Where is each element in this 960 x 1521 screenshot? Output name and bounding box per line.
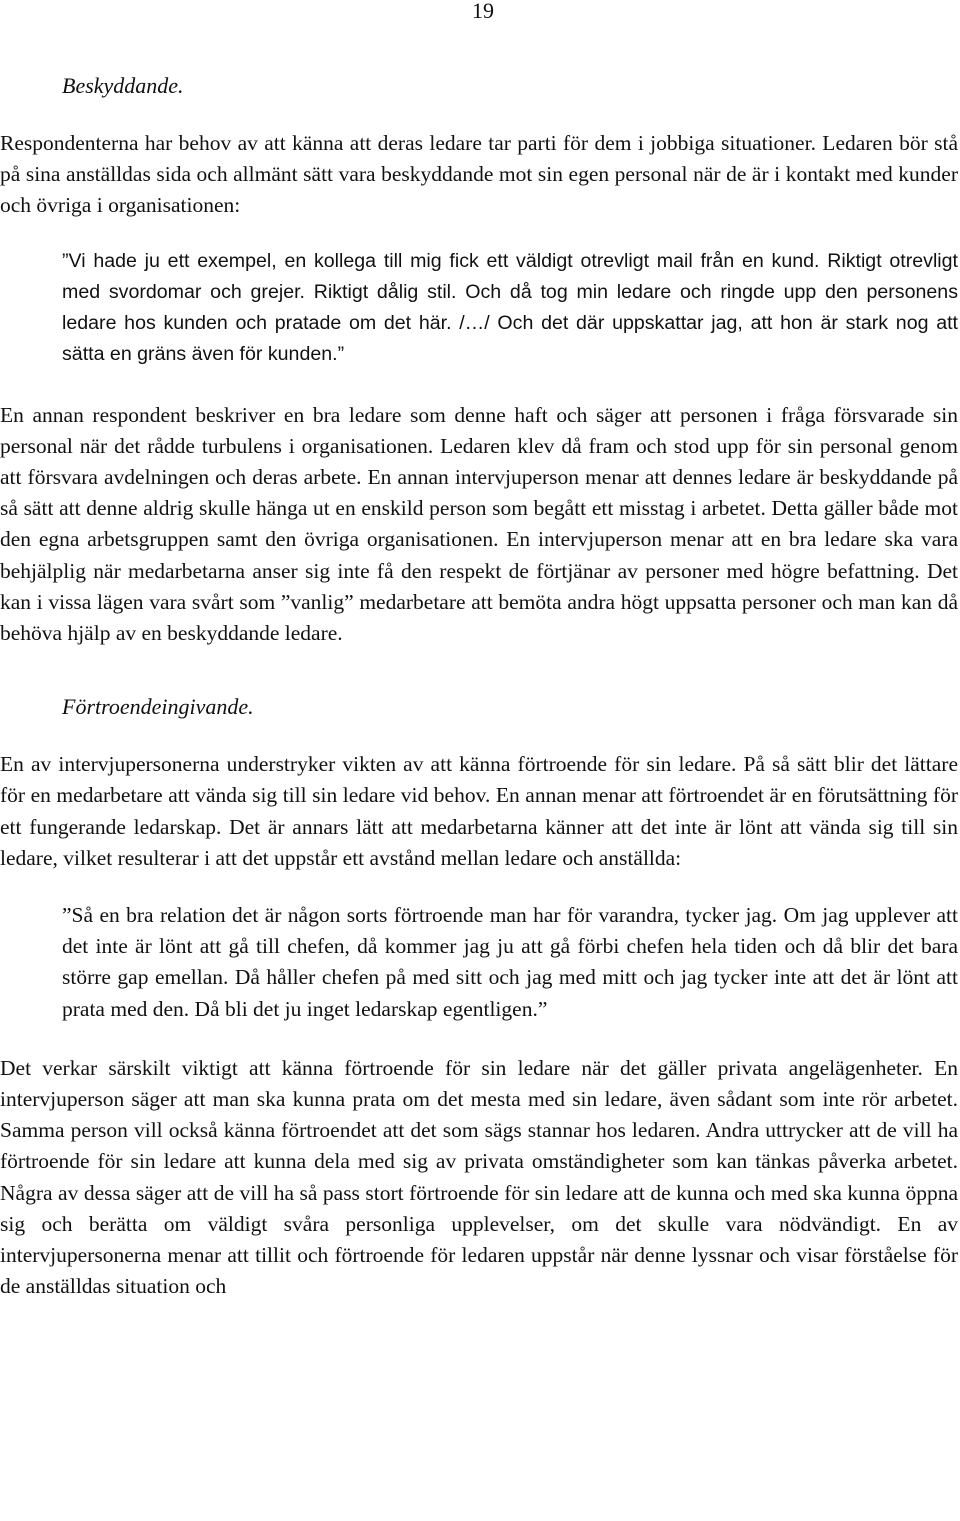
quote-fortroendeingivande: ”Så en bra relation det är någon sorts förtroende man har för varandra, tycker jag. Om jag upplever att det inte är lönt att gå till chefen, då kommer jag ju att gå förbi chefen hela tiden och då blir det bara större gap emellan. Då håller chefen på med sitt och jag med mitt och jag tycker inte att det är lönt att prata med den. Då bli det ju inget ledarskap egentligen.” — [62, 903, 958, 1021]
paragraph-intro-beskyddande: Respondenterna har behov av att känna att deras ledare tar parti för dem i jobbiga situationer. Ledaren bör stå på sina anställdas sida och allmänt sätt vara beskyddande mot sin egen personal när de är i kontakt med kunder och övriga i organisationen: — [0, 131, 958, 218]
section-heading-fortroendeingivande: Förtroendeingivande. — [62, 694, 254, 720]
paragraph-intro-fortroendeingivande: En av intervjupersonerna understryker vikten av att känna förtroende för sin ledare. På så sätt blir det lättare för en medarbetare att vända sig till sin ledare vid behov. En annan menar att förtroendet är en förutsättning för ett fungerande ledarskap. Det är annars lätt att medarbetarna känner att det inte är lönt att vända sig till sin ledare, vilket resulterar i att det uppstår ett avstånd mellan ledare och anställda: — [0, 752, 958, 870]
document-body — [0, 70, 960, 1302]
paragraph-body-fortroendeingivande: Det verkar särskilt viktigt att känna förtroende för sin ledare när det gäller privata angelägenheter. En intervjuperson säger att man ska kunna prata om det mesta med sin ledare, även sådant som inte rör arbetet. Samma person vill också känna förtroendet att det som sägs stannar hos ledaren. Andra uttrycker att de vill ha förtroende för sin ledare att kunna dela med sig av privata omständigheter som kan tänkas påverka arbetet. Några av dessa säger att de vill ha så pass stort förtroende för sin ledare att de kunna och med ska kunna öppna sig och berätta om väldigt svåra personliga upplevelser, om det skulle vara nödvändigt. En av intervjupersonerna menar att tillit och förtroende för ledaren uppstår när denne lyssnar och visar förståelse för de anställdas situation och — [0, 1055, 958, 1299]
paragraph-body-beskyddande: En annan respondent beskriver en bra ledare som denne haft och säger att personen i fråga försvarade sin personal när det rådde turbulens i organisationen. Ledaren klev då fram och stod upp för sin personal genom att försvara avdelningen och deras arbete. En annan intervjuperson menar att dennes ledare är beskyddande på så sätt att denne aldrig skulle hänga ut en enskild person som begått ett misstag i arbetet. Detta gäller både mot den egna arbetsgruppen samt den övriga organisationen. En intervjuperson menar att en bra ledare ska vara behjälplig när medarbetarna anser sig inte få den respekt de förtjänar av personer med högre befattning. Det kan i vissa lägen vara svårt som ”vanlig” medarbetare att bemöta andra högt uppsatta personer och man kan då behöva hjälp av en beskyddande ledare. — [0, 402, 958, 646]
section-heading-beskyddande: Beskyddande. — [62, 73, 184, 98]
page-number: 19 — [472, 0, 494, 23]
quote-beskyddande: ”Vi hade ju ett exempel, en kollega till mig fick ett väldigt otrevligt mail från en kund. Riktigt otrevligt med svordomar och grejer. Riktigt dålig stil. Och då tog min ledare och ringde upp den personens ledare hos kunden och pratade om det här. /…/ Och det där uppskattar jag, att hon är stark nog att sätta en gräns även för kunden.” — [62, 249, 958, 365]
